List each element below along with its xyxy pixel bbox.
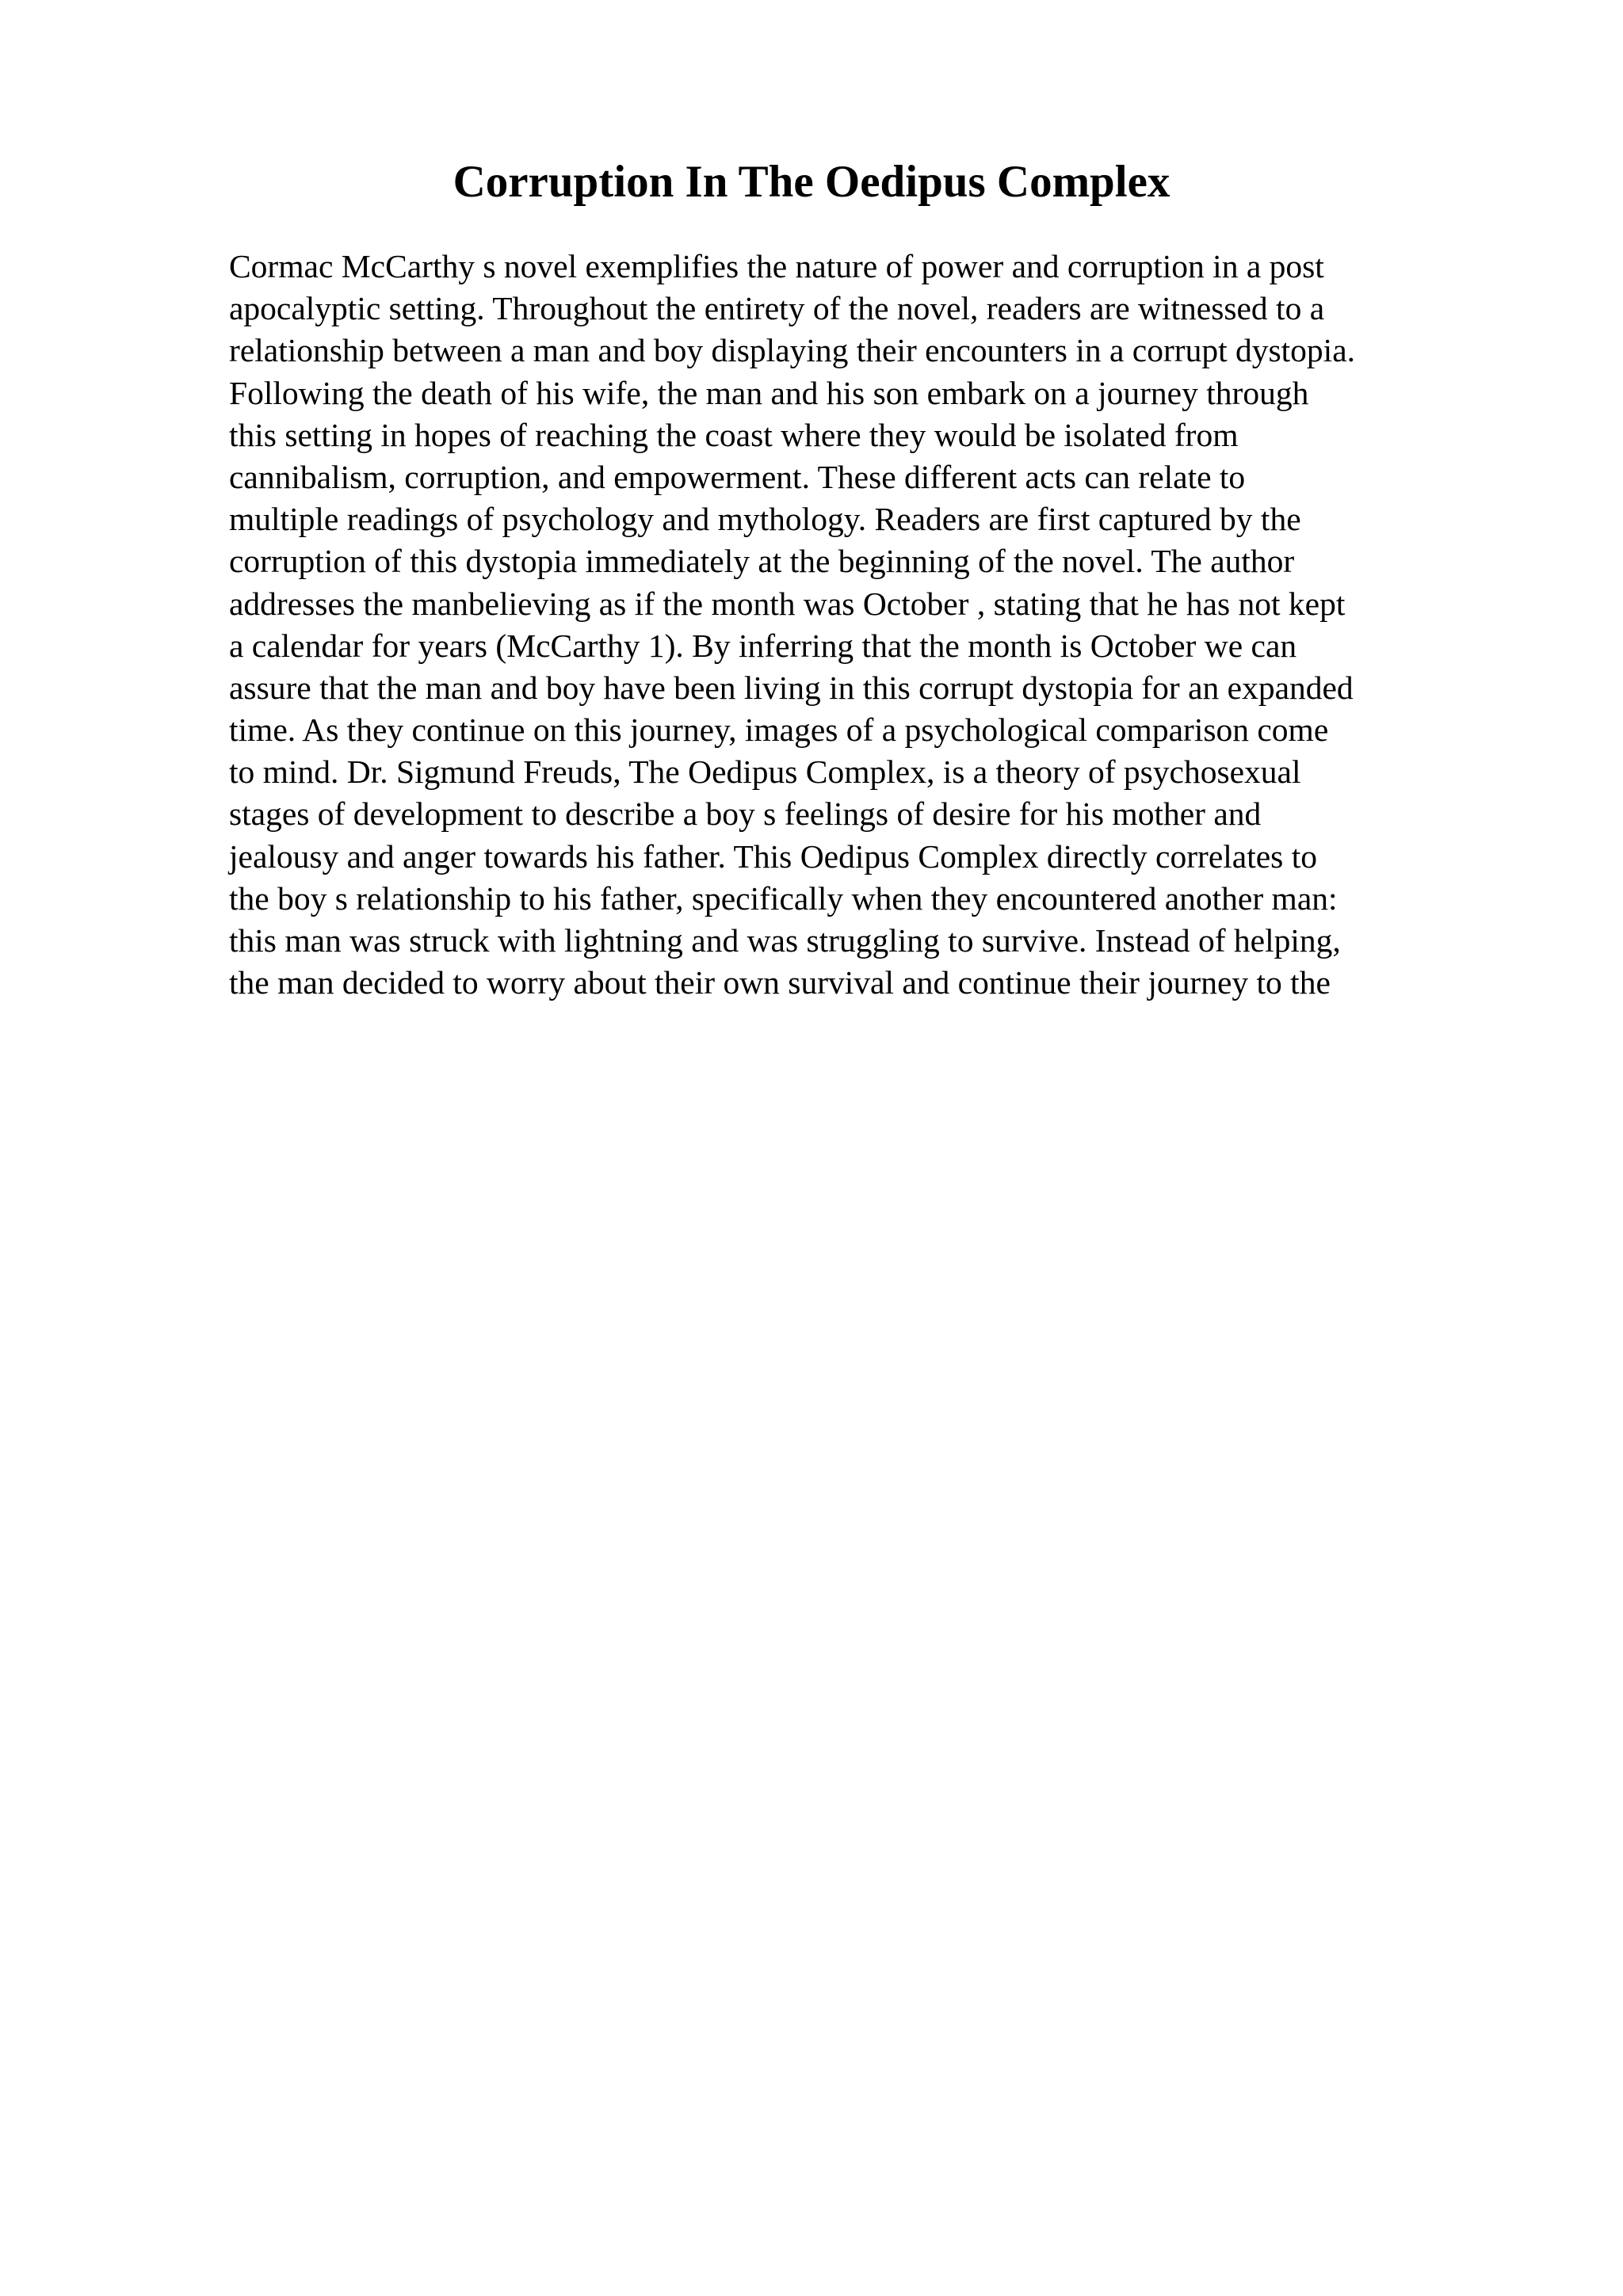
body-line: the man decided to worry about their own survival and continue their journey to the [229, 964, 1331, 1001]
body-line: addresses the manbelieving as if the month was October , stating that he has not kept [229, 585, 1346, 622]
body-line: the boy s relationship to his father, specifically when they encountered another man: [229, 879, 1338, 917]
body-line: time. As they continue on this journey, images of a psychological comparison come [229, 711, 1329, 749]
body-line: stages of development to describe a boy s feelings of desire for his mother and [229, 795, 1262, 833]
body-line: a calendar for years (McCarthy 1). By inferring that the month is October we can [229, 627, 1297, 664]
body-line: corruption of this dystopia immediately at the beginning of the novel. The author [229, 543, 1295, 580]
document-body [229, 246, 1576, 1004]
body-line: jealousy and anger towards his father. This Oedipus Complex directly correlates to [229, 837, 1317, 875]
document-title: Corruption In The Oedipus Complex [453, 157, 1170, 207]
body-line: Following the death of his wife, the man and his son embark on a journey through [229, 374, 1309, 411]
body-line: cannibalism, corruption, and empowerment. These different acts can relate to [229, 458, 1246, 495]
body-line: to mind. Dr. Sigmund Freuds, The Oedipus Complex, is a theory of psychosexual [229, 753, 1301, 791]
body-line: multiple readings of psychology and mythology. Readers are first captured by the [229, 501, 1301, 538]
body-line: relationship between a man and boy displaying their encounters in a corrupt dystopia. [229, 332, 1355, 369]
body-line: assure that the man and boy have been living in this corrupt dystopia for an expanded [229, 669, 1354, 706]
body-line: this man was struck with lightning and was struggling to survive. Instead of helping, [229, 922, 1341, 959]
body-line: this setting in hopes of reaching the coast where they would be isolated from [229, 416, 1239, 453]
body-line: apocalyptic setting. Throughout the entirety of the novel, readers are witnessed to a [229, 290, 1325, 327]
body-line: Cormac McCarthy s novel exemplifies the nature of power and corruption in a post [229, 248, 1324, 284]
